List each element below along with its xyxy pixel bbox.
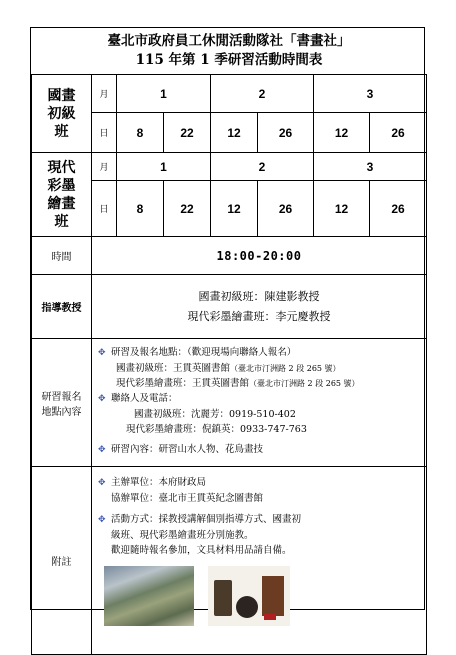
class1-month-row: [32, 75, 427, 113]
class2-day-row: [32, 181, 427, 237]
month-cell: 1: [117, 75, 211, 113]
day-label: 日: [92, 181, 117, 237]
class2-month-row: [32, 153, 427, 181]
time-label: 時間: [32, 237, 92, 275]
bullet-icon: ✥: [98, 515, 106, 525]
teacher-line2: 現代彩墨繪畫班：李元慶教授: [187, 309, 331, 323]
month-label: 月: [92, 75, 117, 113]
title-line1: 臺北市政府員工休閒活動隊社「書畫社」: [107, 33, 351, 49]
bullet-icon: ✥: [98, 478, 106, 488]
bullet-icon: ✥: [98, 394, 106, 404]
bullet-icon: ✥: [98, 445, 106, 455]
landscape-painting-image: [104, 566, 194, 626]
day-cell: 8: [117, 181, 164, 237]
page-title: [32, 28, 427, 75]
day-cell: 12: [211, 181, 258, 237]
teacher-label: 指導教授: [32, 275, 92, 339]
location-label: 研習報名 地點內容: [32, 339, 92, 467]
month-label: 月: [92, 153, 117, 181]
schedule-sheet: [30, 27, 425, 610]
location-item3: ✥ 研習內容：研習山水人物、花鳥畫技: [98, 442, 422, 458]
day-cell: 26: [370, 113, 427, 153]
teacher-line1: 國畫初級班：陳建影教授: [198, 289, 320, 303]
month-cell: 1: [117, 153, 211, 181]
time-value: 18:00-20:00: [92, 237, 427, 275]
contact-line2: 現代彩墨繪畫班：倪鎮英：0933-747-763: [126, 424, 307, 435]
month-cell: 2: [211, 75, 314, 113]
day-cell: 8: [117, 113, 164, 153]
title-row: [32, 28, 427, 75]
day-cell: 22: [164, 181, 211, 237]
day-cell: 12: [314, 181, 370, 237]
class1-day-row: [32, 113, 427, 153]
notes-content: ✥ 主辦單位：本府財政局 協辦單位：臺北市王貫英紀念圖書館 ✥ 活動方式：採教授講解個別指導方式、國畫初 級班、現代彩墨繪畫班分別施教。 歡迎隨時報名參加，文具材料用品請自備。: [92, 467, 427, 655]
contact-line1: 國畫初級班：沈麗芳：0919-510-402: [134, 409, 296, 420]
title-line2: 115 年第 1 季研習活動時間表: [135, 52, 323, 68]
teacher-content: [92, 275, 427, 339]
bullet-icon: ✥: [98, 348, 106, 358]
day-label: 日: [92, 113, 117, 153]
day-cell: 12: [211, 113, 258, 153]
location-item1: ✥ 研習及報名地點：（歡迎現場向聯絡人報名）: [98, 345, 422, 361]
teacher-row: [32, 275, 427, 339]
class2-name: 現代 彩墨 繪畫 班: [32, 153, 92, 237]
class1-name: 國畫 初級 班: [32, 75, 92, 153]
notes-row: [32, 467, 427, 655]
month-cell: 3: [314, 75, 427, 113]
location-content: ✥ 研習及報名地點：（歡迎現場向聯絡人報名） 國畫初級班：王貫英圖書館（臺北市汀洲路 2 段 265 號） 現代彩墨繪畫班：王貫英圖書館（臺北市汀洲路 2 段 265 號） ✥ 聯絡人及電話： 國畫初級班：沈麗芳：0919-510-402 現代彩墨繪畫班：倪鎮英：0933-747-763 ✥ 研習內容：研習山水人物、花鳥畫技: [92, 339, 427, 467]
location-item2: ✥ 聯絡人及電話：: [98, 391, 422, 407]
calligraphy-tools-image: [208, 566, 290, 626]
location-row: [32, 339, 427, 467]
day-cell: 26: [258, 113, 314, 153]
schedule-table: [31, 28, 427, 655]
photo-strip: [98, 566, 422, 626]
notes-label: 附註: [32, 467, 92, 655]
day-cell: 26: [258, 181, 314, 237]
day-cell: 22: [164, 113, 211, 153]
day-cell: 12: [314, 113, 370, 153]
time-row: [32, 237, 427, 275]
month-cell: 3: [314, 153, 427, 181]
day-cell: 26: [370, 181, 427, 237]
month-cell: 2: [211, 153, 314, 181]
